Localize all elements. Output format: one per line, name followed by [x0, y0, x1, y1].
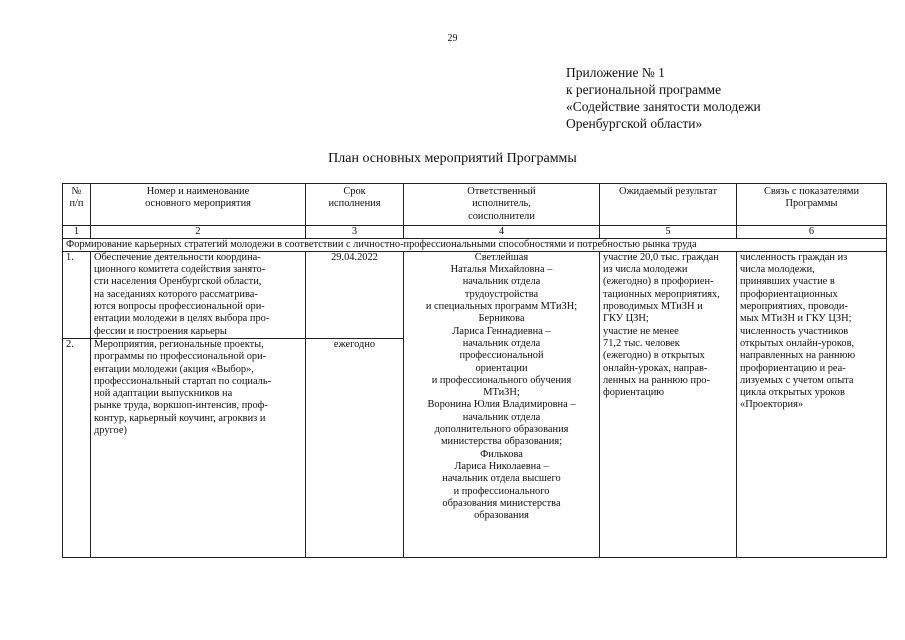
- column-number: 5: [600, 225, 737, 238]
- responsible-line: ориентации: [475, 362, 528, 374]
- responsible-line: Светлейшая: [474, 251, 529, 263]
- header-responsible-line: Ответственный: [467, 186, 536, 197]
- column-number: 4: [404, 225, 600, 238]
- responsible-line: Лариса Геннадиевна –: [452, 325, 551, 337]
- row-name-line: ной адаптации выпускников на: [94, 388, 233, 400]
- link-line: открытых онлайн-уроков,: [740, 337, 855, 349]
- header-responsible-line: соисполнители: [468, 210, 535, 222]
- row-name: [91, 251, 306, 338]
- row-name-line: фессии и построения карьеры: [94, 325, 227, 337]
- responsible-line: начальник отдела: [462, 411, 541, 423]
- header-name: [91, 184, 306, 226]
- row-name-line: ентации молодежи в целях выбора про-: [94, 313, 270, 325]
- link-line: численность граждан из: [740, 251, 848, 263]
- row-name: [91, 338, 306, 557]
- header-link: [737, 184, 887, 226]
- row-name-line: на заседаниях которого рассматрива-: [94, 288, 258, 300]
- table-row: [63, 251, 887, 338]
- result-line: 71,2 тыс. человек: [603, 337, 680, 349]
- result-line: тационных мероприятиях,: [603, 288, 720, 300]
- header-link-line: Связь с показателями: [763, 186, 860, 197]
- header-deadline-line: исполнения: [328, 198, 381, 210]
- header-deadline: [306, 184, 404, 226]
- link-line: мероприятиях, проводи-: [740, 301, 848, 313]
- result-cell: [600, 251, 737, 557]
- row-deadline: ежегодно: [306, 338, 404, 557]
- column-number: 6: [737, 225, 887, 238]
- link-line: численность участников: [740, 325, 849, 337]
- header-result: [600, 184, 737, 226]
- responsible-line: министерства образования;: [440, 436, 563, 448]
- responsible-line: Воронина Юлия Владимировна –: [427, 399, 576, 411]
- link-line: «Проектория»: [740, 399, 804, 411]
- appendix-header: [566, 64, 761, 132]
- appendix-line: к региональной программе: [566, 82, 722, 97]
- responsible-line: образования министерства: [442, 497, 561, 509]
- link-line: принявших участие в: [740, 276, 835, 288]
- section-title: Формирование карьерных стратегий молодежи в соответствии с личностно-профессиональными способностями и потребностью рынка труда: [63, 238, 887, 251]
- link-line: профориентацию и реа-: [740, 362, 846, 374]
- responsible-line: Берникова: [478, 313, 525, 325]
- responsible-line: Лариса Николаевна –: [454, 460, 549, 472]
- row-number: 2.: [63, 338, 91, 557]
- link-line: числа молодежи,: [740, 264, 815, 276]
- row-name-line: Обеспечение деятельности координа-: [94, 251, 261, 263]
- link-line: цикла открытых уроков: [740, 387, 845, 399]
- link-line: профориентационных: [740, 288, 838, 300]
- link-cell: [737, 251, 887, 557]
- responsible-line: образования: [474, 510, 529, 522]
- column-number: 2: [91, 225, 306, 238]
- header-name-line: Номер и наименование: [146, 186, 250, 197]
- header-name-line: основного мероприятия: [145, 198, 251, 210]
- responsible-cell: [404, 251, 600, 557]
- responsible-line: начальник отдела высшего: [442, 473, 561, 485]
- result-line: проводимых МТиЗН и: [603, 301, 703, 313]
- responsible-line: дополнительного образования: [434, 424, 569, 436]
- responsible-line: Наталья Михайловна –: [450, 264, 553, 276]
- result-line: ГКУ ЦЗН;: [603, 313, 649, 325]
- responsible-line: начальник отдела: [462, 276, 541, 288]
- header-responsible-line: исполнитель,: [472, 198, 531, 210]
- column-number: 3: [306, 225, 404, 238]
- appendix-line: Оренбургской области»: [566, 116, 703, 131]
- responsible-line: начальник отдела: [462, 337, 541, 349]
- header-num: [63, 184, 91, 226]
- result-line: из числа молодежи: [603, 264, 688, 276]
- row-name-line: профессиональный стартап по социаль-: [94, 375, 272, 387]
- link-line: направленных на раннюю: [740, 350, 856, 362]
- row-name-line: рынке труда, воркшоп-интенсив, проф-: [94, 400, 268, 412]
- row-name-line: ентации молодежи (акция «Выбор»,: [94, 363, 254, 375]
- link-line: лизуемых с учетом опыта: [740, 374, 854, 386]
- plan-title: План основных мероприятий Программы: [328, 151, 577, 166]
- row-deadline: 29.04.2022: [306, 251, 404, 338]
- appendix-line: Приложение № 1: [566, 65, 665, 80]
- header-num-line: №: [71, 186, 82, 197]
- page-number: 29: [447, 33, 458, 44]
- row-name-line: ционного комитета содействия занято-: [94, 264, 266, 276]
- responsible-line: и профессионального: [453, 485, 550, 497]
- column-number-row: [63, 225, 887, 238]
- row-name-line: сти населения Оренбургской области,: [94, 276, 262, 288]
- row-name-line: ются вопросы профессиональной ори-: [94, 301, 265, 313]
- result-line: (ежегодно) в открытых: [603, 350, 705, 362]
- header-num-line: п/п: [69, 198, 84, 210]
- result-line: (ежегодно) в профориен-: [603, 276, 714, 288]
- result-line: участие 20,0 тыс. граждан: [603, 251, 719, 263]
- row-number: 1.: [63, 251, 91, 338]
- row-name-line: другое): [94, 425, 127, 437]
- result-line: ленных на раннюю про-: [603, 374, 710, 386]
- responsible-line: профессиональной: [459, 350, 544, 362]
- row-name-line: программы по профессиональной ори-: [94, 351, 267, 363]
- result-line: онлайн-уроках, направ-: [603, 362, 708, 374]
- responsible-line: Филькова: [480, 448, 523, 460]
- responsible-line: и специальных программ МТиЗН;: [425, 301, 578, 313]
- result-line: участие не менее: [603, 325, 679, 337]
- header-result-line: Ожидаемый результат: [618, 186, 718, 197]
- section-row: [63, 238, 887, 251]
- row-name-line: контур, карьерный коучинг, агроквиз и: [94, 412, 266, 424]
- result-line: фориентацию: [603, 387, 665, 399]
- column-number: 1: [63, 225, 91, 238]
- header-responsible: [404, 184, 600, 226]
- responsible-line: МТиЗН;: [483, 387, 520, 399]
- row-name-line: Мероприятия, региональные проекты,: [94, 338, 264, 350]
- appendix-line: «Содействие занятости молодежи: [566, 99, 761, 114]
- header-row: [63, 184, 887, 226]
- header-deadline-line: Срок: [343, 186, 366, 197]
- plan-table: [62, 183, 887, 558]
- responsible-line: трудоустройства: [464, 288, 539, 300]
- link-line: мых МТиЗН и ГКУ ЦЗН;: [740, 313, 852, 325]
- header-link-line: Программы: [785, 198, 838, 210]
- responsible-line: и профессионального обучения: [431, 374, 572, 386]
